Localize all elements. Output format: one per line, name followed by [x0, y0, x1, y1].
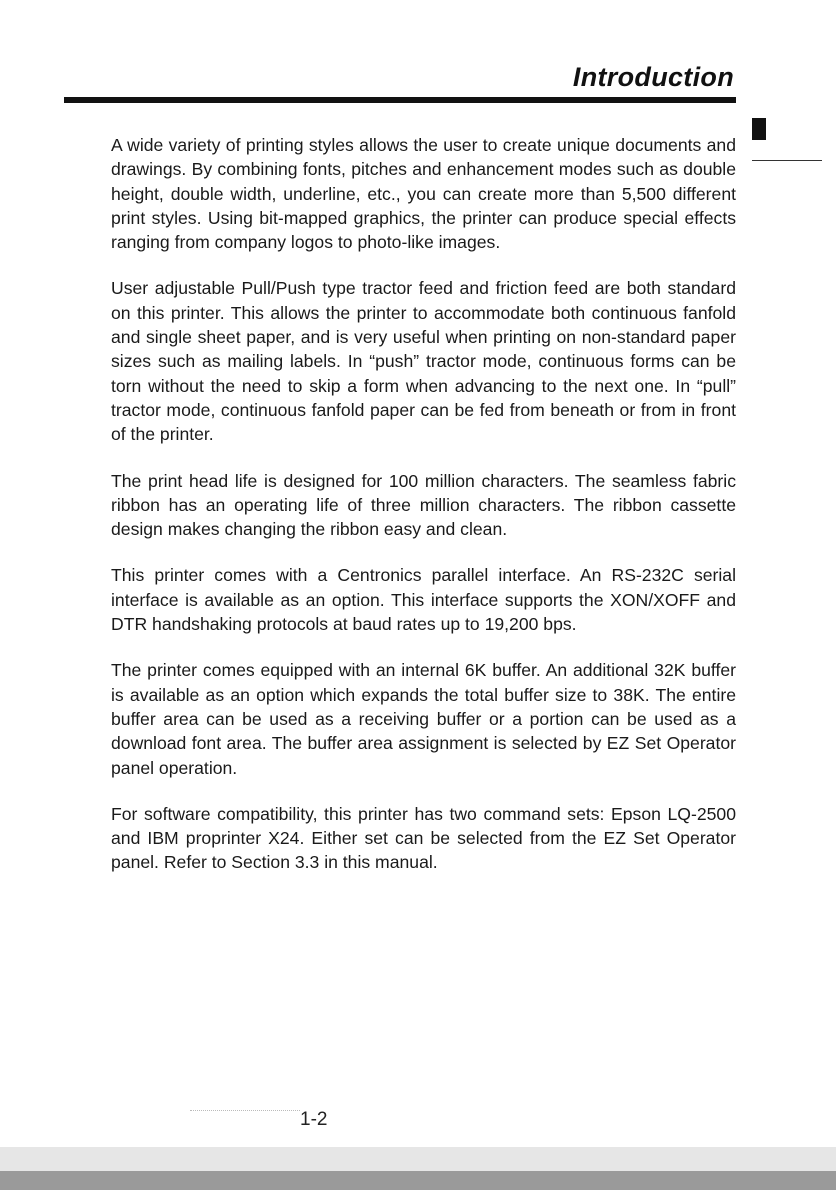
paragraph-paper-handling: User adjustable Pull/Push type tractor feed and friction feed are both standard on this printer. This allows the printer to accommodate both continuous fanfold and single sheet paper, and is very useful when printing on non-standard paper sizes such as mailing labels. In “push” tractor mode, continuous forms can be torn without the need to skip a form when advancing to the next one. In “pull” tractor mode, continuous fanfold paper can be fed from beneath or from in front of the printer.: [111, 278, 736, 445]
scan-bottom-edge: [0, 1171, 836, 1190]
section-title: Introduction: [572, 62, 734, 92]
header-rule: [64, 97, 736, 103]
paragraph-buffer: The printer comes equipped with an internal 6K buffer. An additional 32K buffer is available as an option which expands the total buffer size to 38K. The entire buffer area can be used as a receiving buffer or a portion can be used as a download font area. The buffer area assignment is selected by EZ Set Operator panel operation.: [111, 660, 736, 778]
scan-bottom-band: [0, 1147, 836, 1171]
page-number: 1-2: [300, 1109, 328, 1130]
body-text: [111, 133, 736, 897]
scan-artifact: [190, 1110, 300, 1113]
paragraph-printing-styles: A wide variety of printing styles allows the user to create unique documents and drawings. By combining fonts, pitches and enhancement modes such as double height, double width, underline, etc., you can create more than 5,500 different print styles. Using bit-mapped graphics, the printer can produce special effects ranging from company logos to photo-like images.: [111, 135, 736, 253]
paragraph-command-sets: For software compatibility, this printer has two command sets: Epson LQ-2500 and IBM proprinter X24. Either set can be selected from the EZ Set Operator panel. Refer to Section 3.3 in this manual.: [111, 803, 736, 873]
page-header: [0, 0, 836, 110]
paragraph-print-head-ribbon: The print head life is designed for 100 million characters. The seamless fabric ribbon has an operating life of three million characters. The ribbon cassette design makes changing the ribbon easy and clean.: [111, 470, 736, 540]
chapter-tab-marker: [752, 118, 766, 140]
paragraph-interfaces: This printer comes with a Centronics parallel interface. An RS-232C serial interface is available as an option. This interface supports the XON/XOFF and DTR handshaking protocols at baud rates up to 19,200 bps.: [111, 565, 736, 635]
chapter-tab-line: [752, 160, 822, 161]
